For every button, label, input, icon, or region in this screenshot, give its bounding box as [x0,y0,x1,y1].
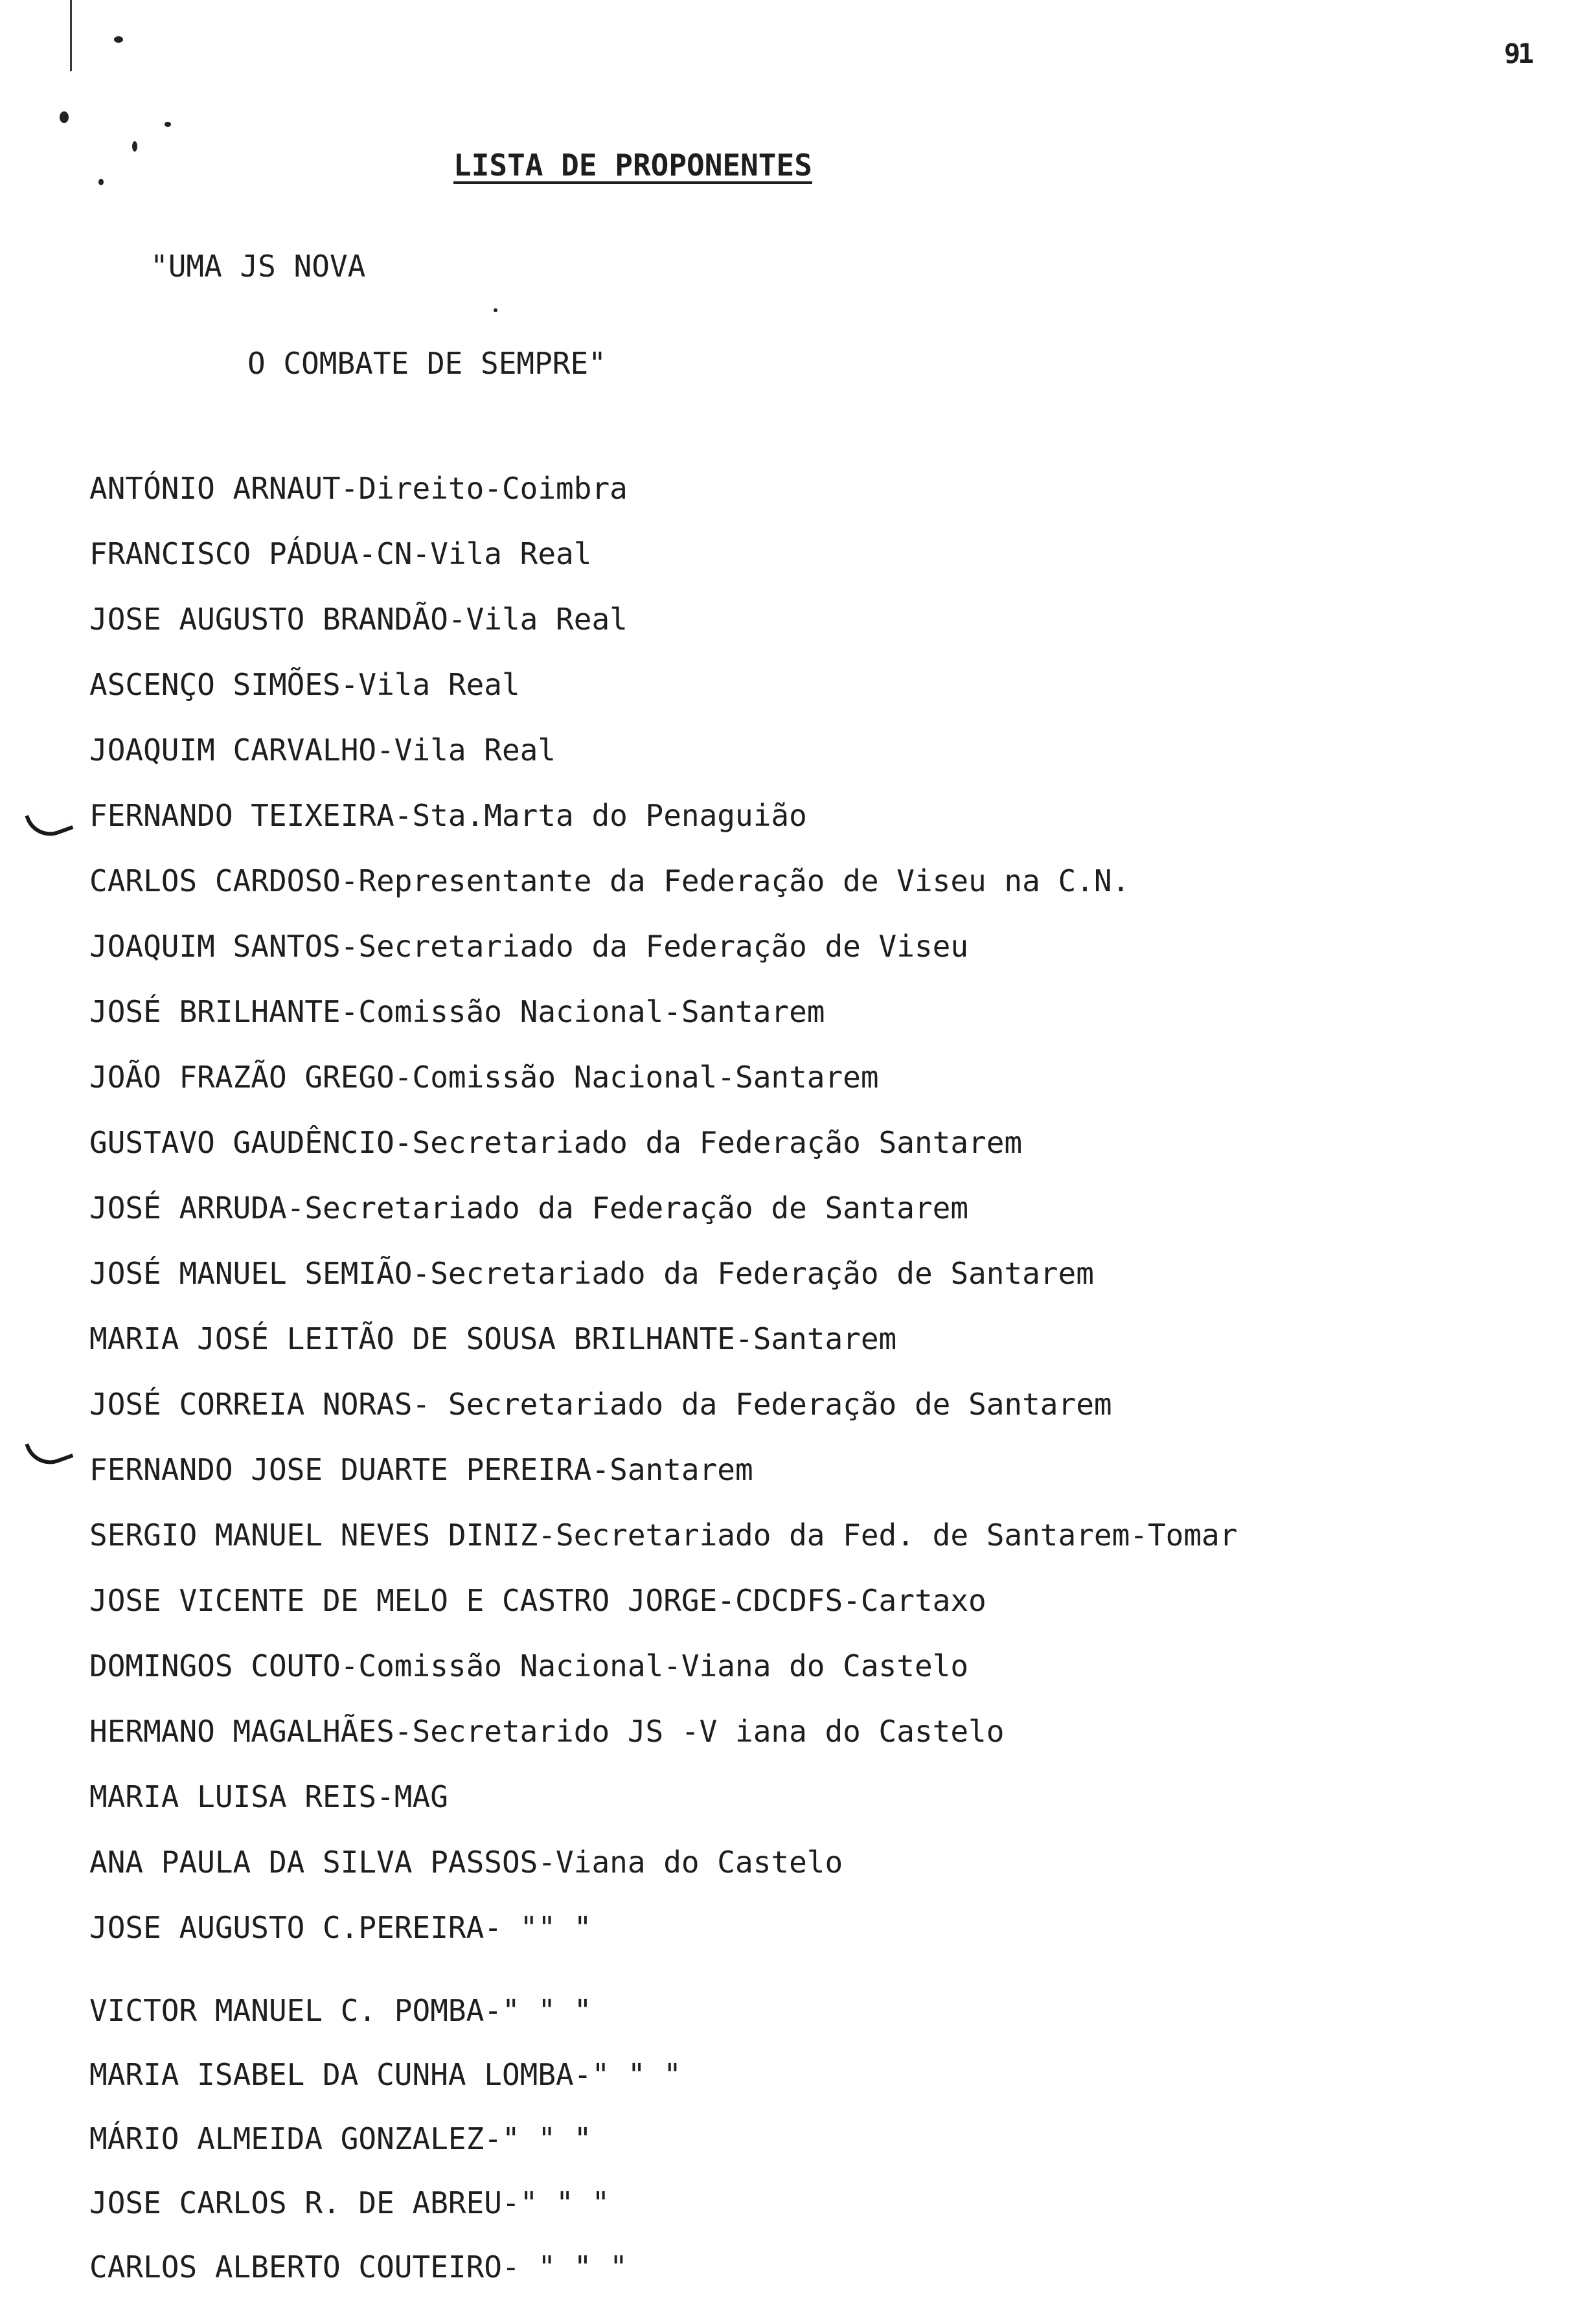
proponent-entry: JOAQUIM CARVALHO-Vila Real [89,733,556,768]
proponent-entry: FERNANDO TEIXEIRA-Sta.Marta do Penaguião [89,798,807,833]
proponent-entry: HERMANO MAGALHÃES-Secretarido JS -V iana do Castelo [89,1714,1005,1749]
proponent-entry: SERGIO MANUEL NEVES DINIZ-Secretariado da Fed. de Santarem-Tomar [89,1518,1238,1553]
motto-line-2: O COMBATE DE SEMPRE" [247,346,606,381]
handwritten-tick-mark [25,1430,73,1471]
proponent-entry: ANTÓNIO ARNAUT-Direito-Coimbra [89,471,628,506]
proponent-entry: JOSÉ MANUEL SEMIÃO-Secretariado da Federação de Santarem [89,1256,1094,1291]
proponent-entry: JOSE VICENTE DE MELO E CASTRO JORGE-CDCDFS-Cartaxo [89,1583,986,1618]
proponent-entry: MARIA JOSÉ LEITÃO DE SOUSA BRILHANTE-Santarem [89,1321,897,1356]
proponent-entry: CARLOS ALBERTO COUTEIRO- " " " [89,2250,628,2285]
proponent-entry: JOSÉ BRILHANTE-Comissão Nacional-Santarem [89,994,825,1029]
proponent-entry: JOÃO FRAZÃO GREGO-Comissão Nacional-Santarem [89,1060,879,1095]
proponent-entry: DOMINGOS COUTO-Comissão Nacional-Viana do Castelo [89,1648,969,1683]
proponent-entry: JOSE AUGUSTO BRANDÃO-Vila Real [89,602,628,637]
proponent-entry: JOSÉ ARRUDA-Secretariado da Federação de Santarem [89,1191,969,1225]
scan-speck [114,36,123,43]
scan-margin-line [70,0,72,71]
scan-speck [98,179,104,185]
proponent-entry: MARIA LUISA REIS-MAG [89,1779,448,1814]
proponent-entry: JOAQUIM SANTOS-Secretariado da Federação de Viseu [89,929,969,964]
document-title: LISTA DE PROPONENTES [453,148,812,183]
proponent-entry: MARIA ISABEL DA CUNHA LOMBA-" " " [89,2057,681,2092]
proponent-entry: VICTOR MANUEL C. POMBA-" " " [89,1993,592,2028]
handwritten-tick-mark [25,802,73,843]
page-number: 91 [1504,38,1532,69]
proponent-entry: FERNANDO JOSE DUARTE PEREIRA-Santarem [89,1452,753,1487]
scan-speck [494,308,497,312]
proponent-entry: GUSTAVO GAUDÊNCIO-Secretariado da Federação Santarem [89,1125,1023,1160]
scan-speck [132,141,137,152]
proponent-entry: FRANCISCO PÁDUA-CN-Vila Real [89,536,592,571]
proponent-entry: MÁRIO ALMEIDA GONZALEZ-" " " [89,2121,592,2156]
proponent-entry: ANA PAULA DA SILVA PASSOS-Viana do Castelo [89,1845,843,1880]
proponent-entry: CARLOS CARDOSO-Representante da Federação de Viseu na C.N. [89,863,1130,898]
scan-speck [60,111,69,123]
motto-line-1: "UMA JS NOVA [150,249,366,284]
proponents-list [89,470,1237,2313]
proponent-entry: JOSE AUGUSTO C.PEREIRA- "" " [89,1910,592,1945]
scan-speck [165,122,171,127]
proponent-entry: JOSE CARLOS R. DE ABREU-" " " [89,2185,610,2220]
proponent-entry: JOSÉ CORREIA NORAS- Secretariado da Federação de Santarem [89,1387,1112,1422]
proponent-entry: ASCENÇO SIMÕES-Vila Real [89,667,520,702]
